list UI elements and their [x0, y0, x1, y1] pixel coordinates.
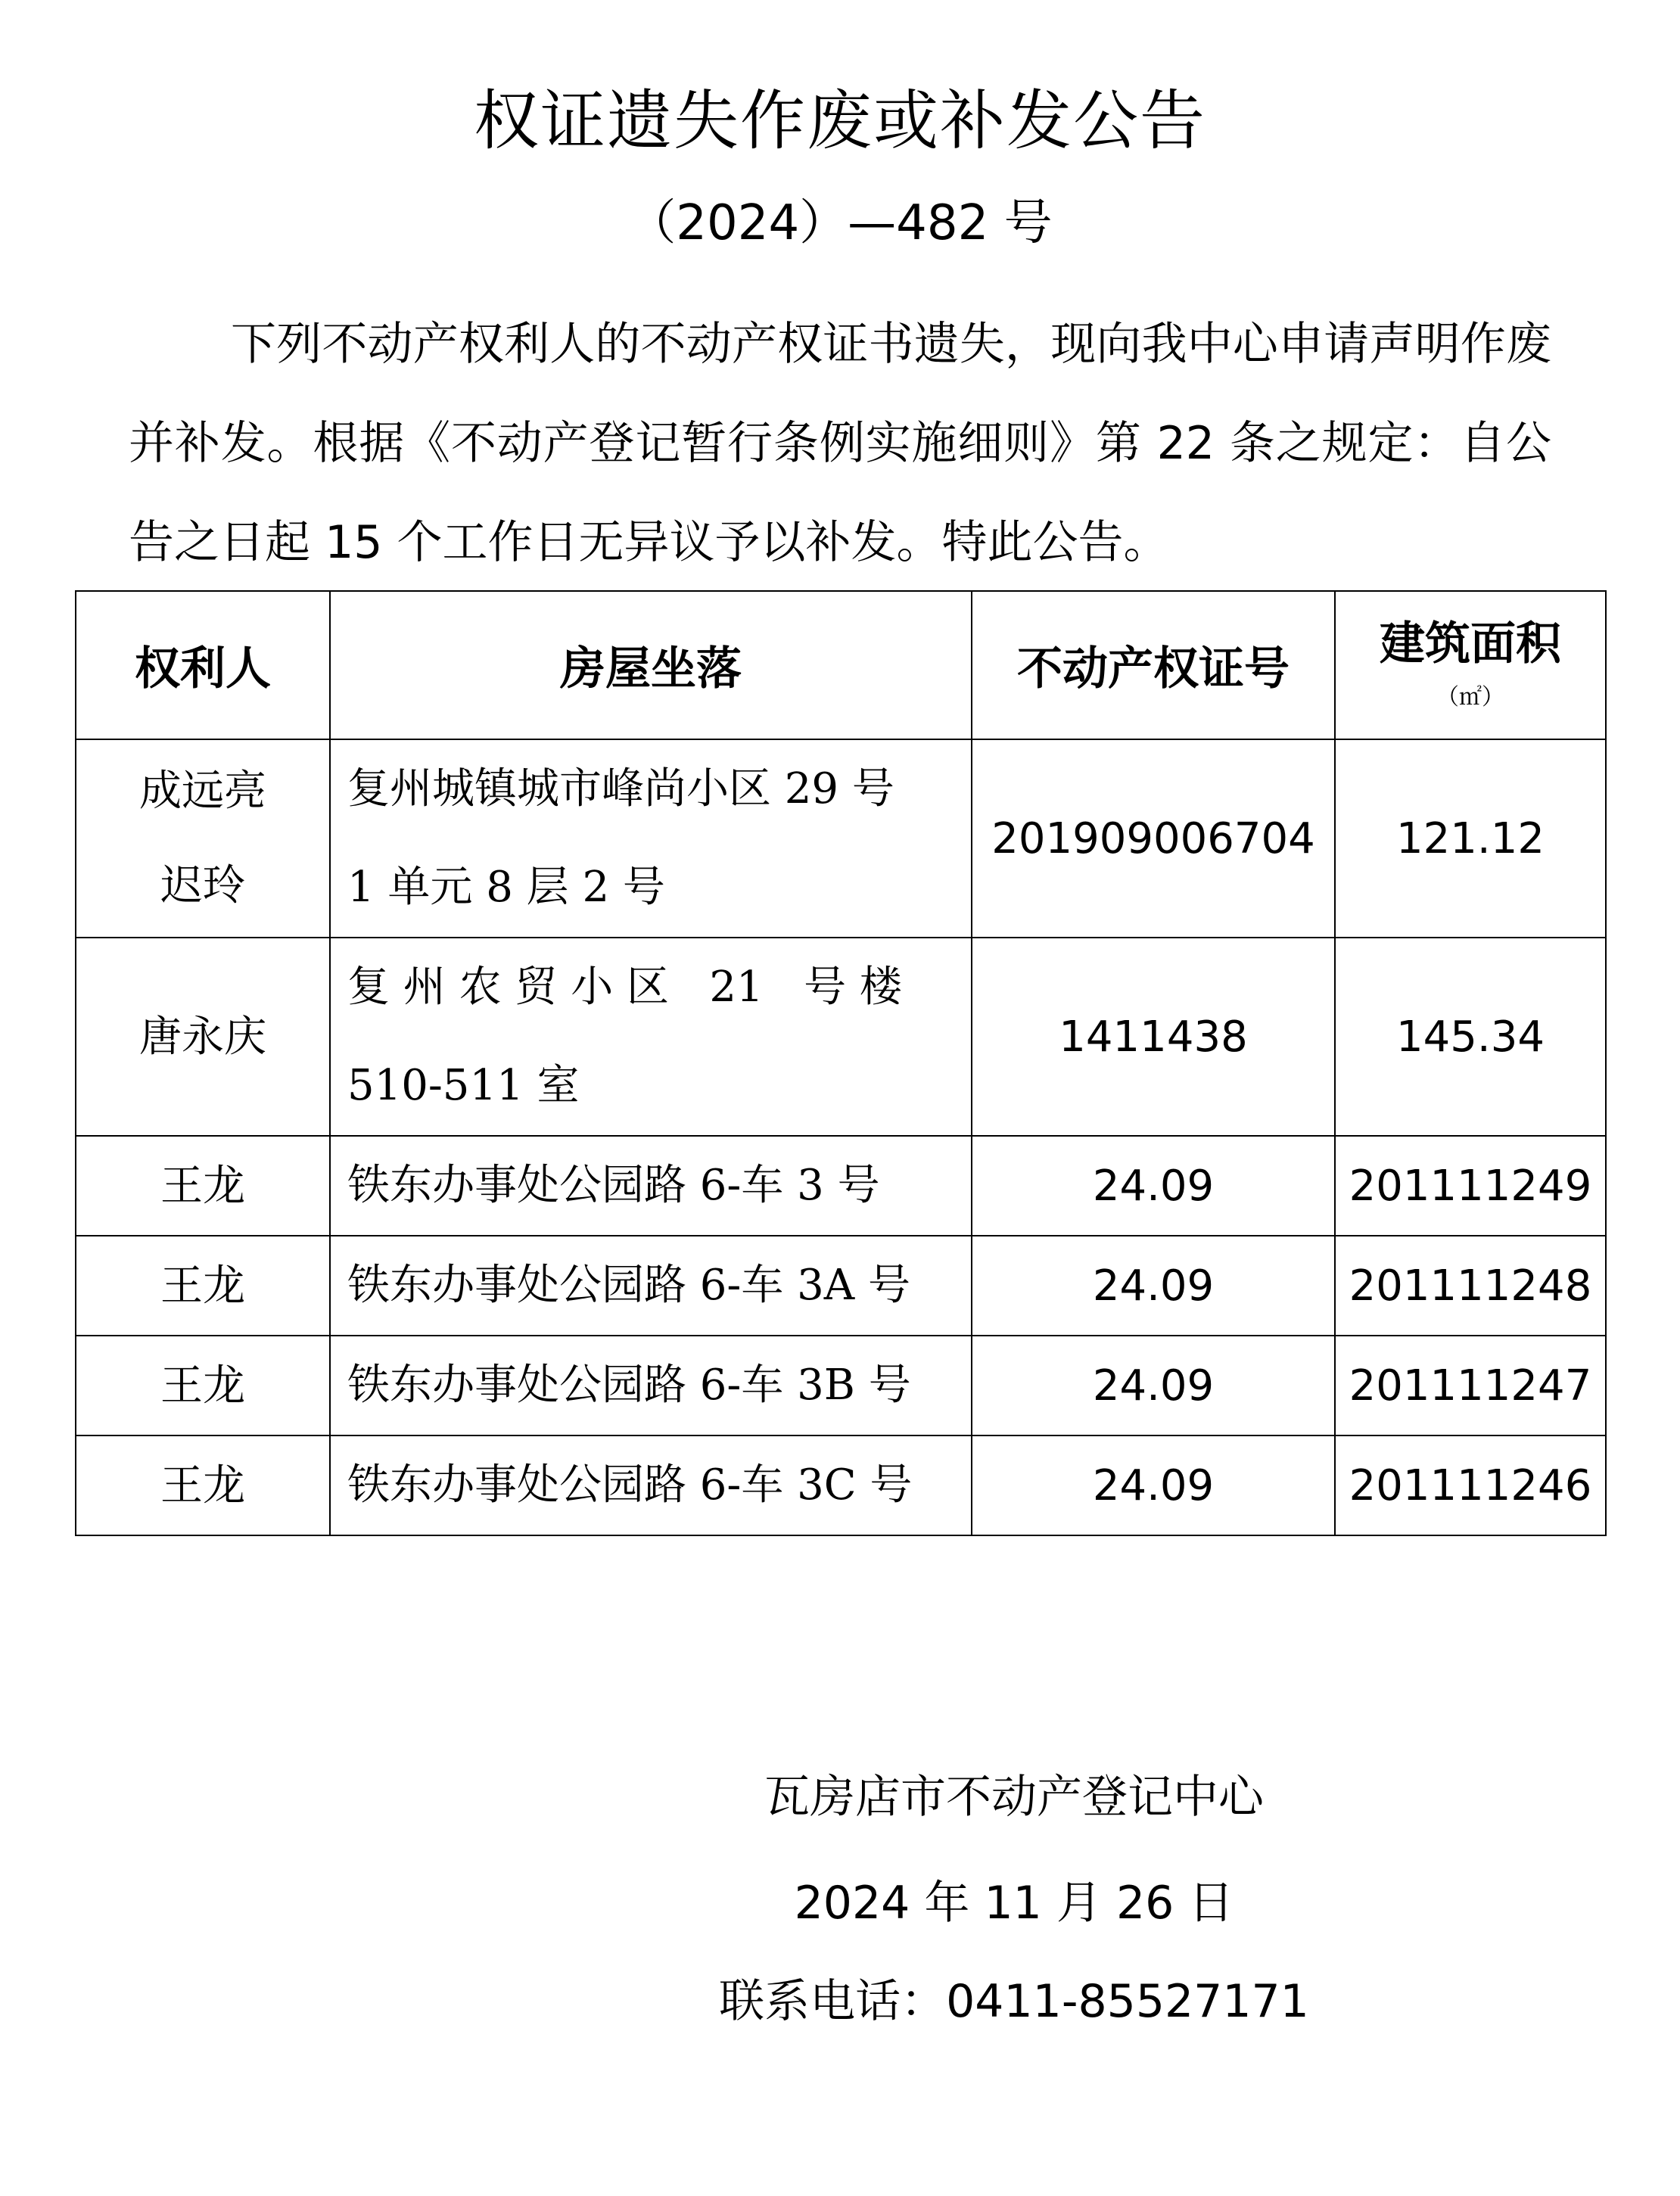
table-row	[76, 1236, 1606, 1336]
area-cell: 201111247	[1335, 1336, 1606, 1435]
table-row	[76, 739, 1606, 938]
owner-cell	[76, 938, 330, 1136]
header-area-label: 建筑面积	[1380, 617, 1561, 670]
owner-name: 成远亮	[139, 767, 266, 816]
document-number: （2024）—482 号	[627, 195, 1053, 251]
owner-cell: 王龙	[76, 1435, 330, 1535]
area-cell: 201111249	[1335, 1136, 1606, 1236]
area-cell: 145.34	[1335, 938, 1606, 1136]
owner-cell	[76, 739, 330, 938]
table-row	[76, 1435, 1606, 1535]
issuing-organization: 瓦房店市不动产登记中心	[764, 1771, 1264, 1824]
owner-cell: 王龙	[76, 1236, 330, 1336]
cert-no-cell: 24.09	[972, 1336, 1335, 1435]
owner-name: 迟玲	[160, 861, 245, 910]
owner-name: 唐永庆	[139, 1012, 266, 1062]
table-row	[76, 938, 1606, 1136]
owner-cell: 王龙	[76, 1336, 330, 1435]
address-cell: 铁东办事处公园路 6-车 3A 号	[330, 1236, 972, 1336]
table-row	[76, 1336, 1606, 1435]
cert-no-cell: 1411438	[972, 938, 1335, 1136]
header-area-unit: （㎡）	[1436, 684, 1504, 711]
cert-no-cell: 24.09	[972, 1236, 1335, 1336]
table-row	[76, 1136, 1606, 1236]
address-line: 1 单元 8 层 2 号	[347, 863, 665, 912]
header-address: 房屋坐落	[330, 591, 972, 739]
area-cell: 201111246	[1335, 1435, 1606, 1535]
address-line: 510-511 室	[347, 1061, 580, 1110]
owner-cell: 王龙	[76, 1136, 330, 1236]
address-cell	[330, 739, 972, 938]
header-area	[1335, 591, 1606, 739]
intro-paragraph: 下列不动产权利人的不动产权证书遗失，现向我中心申请声明作废并补发。根据《不动产登记暂行条例实施细则》第 22 条之规定：自公告之日起 15 个工作日无异议予以补发。特此公告。	[129, 318, 1551, 569]
address-cell: 铁东办事处公园路 6-车 3B 号	[330, 1336, 972, 1435]
cert-no-cell: 201909006704	[972, 739, 1335, 938]
issue-date: 2024 年 11 月 26 日	[794, 1877, 1234, 1930]
address-line: 复州城镇城市峰尚小区 29 号	[347, 764, 894, 813]
header-cert-no: 不动产权证号	[972, 591, 1335, 739]
cert-no-cell: 24.09	[972, 1136, 1335, 1236]
notice-title: 权证遗失作废或补发公告	[474, 83, 1206, 159]
address-cell: 铁东办事处公园路 6-车 3C 号	[330, 1435, 972, 1535]
contact-phone: 联系电话：0411-85527171	[719, 1975, 1309, 2028]
records-table	[75, 590, 1607, 1536]
area-cell: 201111248	[1335, 1236, 1606, 1336]
area-cell: 121.12	[1335, 739, 1606, 938]
address-cell: 铁东办事处公园路 6-车 3 号	[330, 1136, 972, 1236]
cert-no-cell: 24.09	[972, 1435, 1335, 1535]
address-line: 复 州 农 贸 小 区 21 号 楼	[347, 963, 902, 1012]
table-header-row	[76, 591, 1606, 739]
header-owner: 权利人	[76, 591, 330, 739]
address-cell	[330, 938, 972, 1136]
